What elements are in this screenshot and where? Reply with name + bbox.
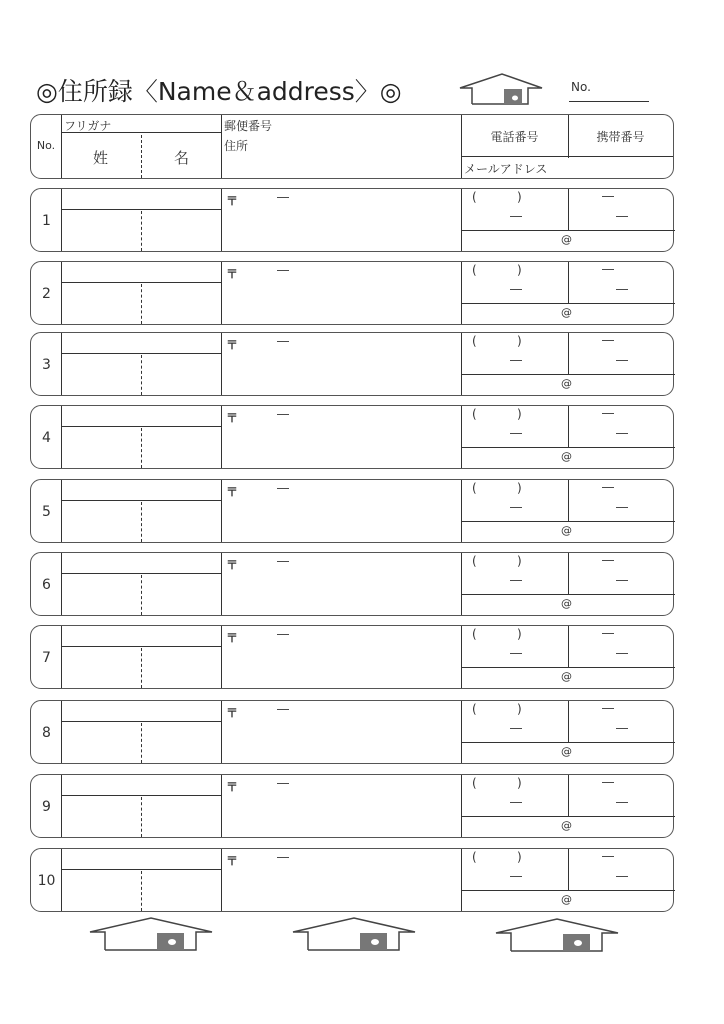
mobile-dash-2: ―	[616, 795, 628, 809]
address-entry-row	[30, 332, 674, 396]
email-at: @	[561, 306, 572, 319]
phone-paren-close: )	[517, 850, 522, 864]
mobile-dash-2: ―	[616, 869, 628, 883]
mobile-field[interactable]	[570, 701, 670, 741]
phone-paren-open: (	[472, 850, 477, 864]
furigana-field[interactable]	[63, 701, 220, 720]
header-phone: 電話番号	[490, 130, 539, 144]
phone-paren-open: (	[472, 190, 477, 204]
phone-dash: ―	[510, 500, 522, 514]
mobile-field[interactable]	[570, 775, 670, 815]
postal-dash: ―	[277, 334, 289, 348]
header-no: No.	[36, 139, 56, 152]
mobile-field[interactable]	[570, 626, 670, 666]
email-at: @	[561, 377, 572, 390]
header-furigana: フリガナ	[64, 119, 112, 133]
postal-dash: ―	[277, 850, 289, 864]
mobile-dash-2: ―	[616, 209, 628, 223]
email-at: @	[561, 893, 572, 906]
house-icon	[291, 916, 419, 952]
mobile-field[interactable]	[570, 333, 670, 373]
mobile-field[interactable]	[570, 189, 670, 229]
house-icon	[494, 917, 622, 953]
email-at: @	[561, 524, 572, 537]
address-field[interactable]	[223, 333, 460, 395]
postal-mark: 〒	[226, 194, 239, 208]
mobile-dash-1: ―	[602, 406, 614, 420]
mobile-field[interactable]	[570, 553, 670, 593]
mobile-dash-1: ―	[602, 553, 614, 567]
email-at: @	[561, 597, 572, 610]
furigana-field[interactable]	[63, 553, 220, 572]
email-field[interactable]	[463, 669, 671, 688]
given-name-field[interactable]	[143, 211, 220, 251]
surname-field[interactable]	[63, 284, 140, 324]
mobile-dash-2: ―	[616, 426, 628, 440]
header-address: 住所	[224, 139, 249, 153]
given-name-field[interactable]	[143, 284, 220, 324]
header-mei: 名	[174, 149, 190, 167]
address-entry-row	[30, 261, 674, 325]
phone-field[interactable]	[463, 333, 567, 373]
surname-field[interactable]	[63, 575, 140, 615]
email-field[interactable]	[463, 596, 671, 615]
phone-paren-close: )	[517, 702, 522, 716]
row-number: 7	[42, 650, 51, 666]
given-name-field[interactable]	[143, 428, 220, 468]
phone-paren-close: )	[517, 627, 522, 641]
header-mobile: 携帯番号	[596, 130, 645, 144]
phone-paren-open: (	[472, 627, 477, 641]
postal-dash: ―	[277, 627, 289, 641]
phone-dash: ―	[510, 573, 522, 587]
row-number: 4	[42, 430, 51, 446]
surname-field[interactable]	[63, 211, 140, 251]
postal-dash: ―	[277, 776, 289, 790]
phone-field[interactable]	[463, 553, 567, 593]
address-field[interactable]	[223, 406, 460, 468]
address-entry-row	[30, 848, 674, 912]
postal-dash: ―	[277, 407, 289, 421]
address-entry-row	[30, 774, 674, 838]
row-number: 10	[37, 873, 56, 889]
phone-dash: ―	[510, 795, 522, 809]
furigana-field[interactable]	[63, 333, 220, 352]
surname-field[interactable]	[63, 502, 140, 542]
mobile-dash-2: ―	[616, 721, 628, 735]
postal-mark: 〒	[226, 485, 239, 499]
surname-field[interactable]	[63, 723, 140, 763]
mobile-dash-2: ―	[616, 282, 628, 296]
mobile-field[interactable]	[570, 849, 670, 889]
surname-field[interactable]	[63, 428, 140, 468]
phone-dash: ―	[510, 426, 522, 440]
phone-paren-open: (	[472, 702, 477, 716]
header-row	[30, 114, 674, 179]
address-field[interactable]	[223, 626, 460, 688]
address-entry-row	[30, 479, 674, 543]
mobile-field[interactable]	[570, 262, 670, 302]
mobile-field[interactable]	[570, 480, 670, 520]
email-at: @	[561, 819, 572, 832]
email-field[interactable]	[463, 232, 671, 251]
address-entry-row	[30, 188, 674, 252]
phone-paren-close: )	[517, 334, 522, 348]
phone-paren-close: )	[517, 776, 522, 790]
mobile-dash-1: ―	[602, 189, 614, 203]
row-number: 3	[42, 357, 51, 373]
surname-field[interactable]	[63, 648, 140, 688]
given-name-field[interactable]	[143, 575, 220, 615]
phone-field[interactable]	[463, 406, 567, 446]
phone-dash: ―	[510, 721, 522, 735]
address-field[interactable]	[223, 701, 460, 763]
phone-paren-close: )	[517, 190, 522, 204]
phone-dash: ―	[510, 353, 522, 367]
postal-dash: ―	[277, 190, 289, 204]
furigana-field[interactable]	[63, 775, 220, 794]
page-title: ◎住所録〈Name＆address〉◎	[36, 77, 402, 106]
phone-field[interactable]	[463, 262, 567, 302]
phone-paren-open: (	[472, 481, 477, 495]
mobile-field[interactable]	[570, 406, 670, 446]
given-name-field[interactable]	[143, 355, 220, 395]
header-email: メールアドレス	[464, 162, 548, 176]
phone-paren-open: (	[472, 554, 477, 568]
mobile-dash-2: ―	[616, 646, 628, 660]
postal-mark: 〒	[226, 558, 239, 572]
furigana-field[interactable]	[63, 849, 220, 868]
email-field[interactable]	[463, 744, 671, 763]
sheet-number-field[interactable]	[569, 101, 649, 102]
postal-dash: ―	[277, 702, 289, 716]
mobile-dash-1: ―	[602, 701, 614, 715]
mobile-dash-1: ―	[602, 480, 614, 494]
phone-field[interactable]	[463, 849, 567, 889]
row-number: 8	[42, 725, 51, 741]
postal-mark: 〒	[226, 706, 239, 720]
phone-field[interactable]	[463, 775, 567, 815]
address-field[interactable]	[223, 775, 460, 837]
postal-mark: 〒	[226, 267, 239, 281]
postal-mark: 〒	[226, 631, 239, 645]
email-at: @	[561, 233, 572, 246]
postal-dash: ―	[277, 481, 289, 495]
sheet-number-label: No.	[571, 80, 591, 94]
furigana-field[interactable]	[63, 480, 220, 499]
postal-mark: 〒	[226, 780, 239, 794]
given-name-field[interactable]	[143, 797, 220, 837]
phone-paren-open: (	[472, 407, 477, 421]
given-name-field[interactable]	[143, 723, 220, 763]
address-field[interactable]	[223, 189, 460, 251]
postal-mark: 〒	[226, 411, 239, 425]
postal-mark: 〒	[226, 854, 239, 868]
house-icon	[88, 916, 216, 952]
phone-dash: ―	[510, 209, 522, 223]
email-field[interactable]	[463, 892, 671, 911]
phone-paren-close: )	[517, 263, 522, 277]
phone-paren-close: )	[517, 554, 522, 568]
email-field[interactable]	[463, 818, 671, 837]
row-number: 6	[42, 577, 51, 593]
phone-paren-open: (	[472, 334, 477, 348]
address-entry-row	[30, 700, 674, 764]
address-field[interactable]	[223, 849, 460, 911]
phone-paren-close: )	[517, 481, 522, 495]
row-number: 2	[42, 286, 51, 302]
address-field[interactable]	[223, 480, 460, 542]
phone-paren-open: (	[472, 263, 477, 277]
mobile-dash-2: ―	[616, 500, 628, 514]
email-field[interactable]	[463, 523, 671, 542]
mobile-dash-1: ―	[602, 775, 614, 789]
phone-paren-open: (	[472, 776, 477, 790]
phone-field[interactable]	[463, 480, 567, 520]
email-at: @	[561, 745, 572, 758]
phone-field[interactable]	[463, 701, 567, 741]
given-name-field[interactable]	[143, 871, 220, 911]
mobile-dash-1: ―	[602, 262, 614, 276]
furigana-field[interactable]	[63, 406, 220, 425]
phone-field[interactable]	[463, 189, 567, 229]
row-number: 9	[42, 799, 51, 815]
address-field[interactable]	[223, 262, 460, 324]
row-number: 5	[42, 504, 51, 520]
header-postal: 郵便番号	[224, 119, 273, 133]
postal-dash: ―	[277, 263, 289, 277]
phone-dash: ―	[510, 646, 522, 660]
phone-field[interactable]	[463, 626, 567, 666]
row-number: 1	[42, 213, 51, 229]
mobile-dash-2: ―	[616, 353, 628, 367]
email-field[interactable]	[463, 376, 671, 395]
surname-field[interactable]	[63, 871, 140, 911]
surname-field[interactable]	[63, 797, 140, 837]
email-at: @	[561, 670, 572, 683]
postal-mark: 〒	[226, 338, 239, 352]
email-field[interactable]	[463, 305, 671, 324]
furigana-field[interactable]	[63, 262, 220, 281]
mobile-dash-1: ―	[602, 626, 614, 640]
mobile-dash-1: ―	[602, 333, 614, 347]
house-icon	[458, 72, 544, 106]
postal-dash: ―	[277, 554, 289, 568]
furigana-field[interactable]	[63, 189, 220, 208]
email-at: @	[561, 450, 572, 463]
surname-field[interactable]	[63, 355, 140, 395]
given-name-field[interactable]	[143, 648, 220, 688]
given-name-field[interactable]	[143, 502, 220, 542]
phone-dash: ―	[510, 282, 522, 296]
mobile-dash-2: ―	[616, 573, 628, 587]
address-entry-row	[30, 405, 674, 469]
phone-dash: ―	[510, 869, 522, 883]
address-entry-row	[30, 625, 674, 689]
mobile-dash-1: ―	[602, 849, 614, 863]
address-entry-row	[30, 552, 674, 616]
phone-paren-close: )	[517, 407, 522, 421]
address-field[interactable]	[223, 553, 460, 615]
furigana-field[interactable]	[63, 626, 220, 645]
email-field[interactable]	[463, 449, 671, 468]
header-sei: 姓	[93, 149, 109, 167]
